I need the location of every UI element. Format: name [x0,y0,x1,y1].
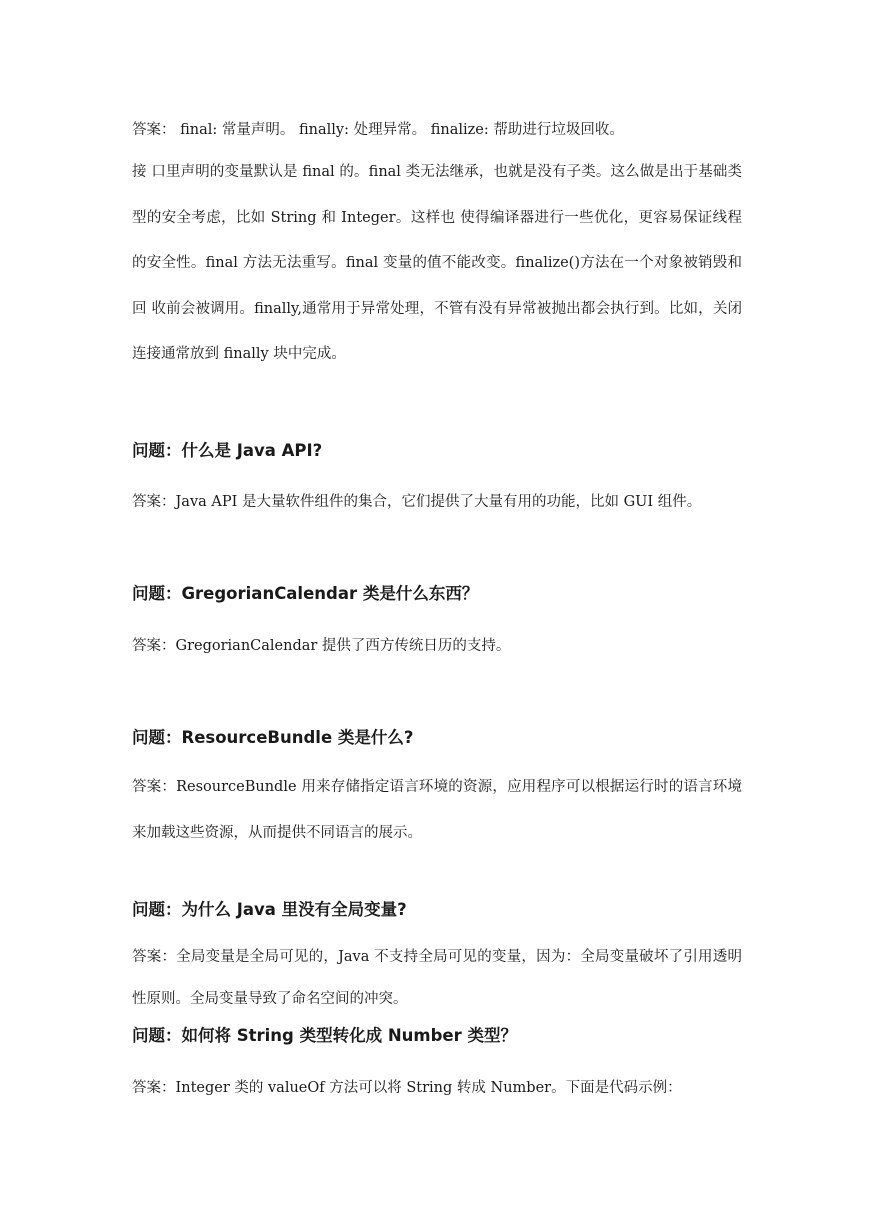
question-gregorian-calendar: 问题：GregorianCalendar 类是什么东西？ [132,584,479,603]
question-global-variables: 问题：为什么 Java 里没有全局变量? [132,900,407,919]
answer-gregorian-calendar: 答案：GregorianCalendar 提供了西方传统日历的支持。 [132,638,511,654]
question-resource-bundle: 问题：ResourceBundle 类是什么? [132,728,414,747]
answer-string-to-number: 答案：Integer 类的 valueOf 方法可以将 String 转成 Number。下面是代码示例： [132,1080,682,1096]
answer-java-api: 答案：Java API 是大量软件组件的集合，它们提供了大量有用的功能，比如 GUI 组件。 [132,494,702,510]
final-explanation-paragraph: 接 口里声明的变量默认是 final 的。final 类无法继承，也就是没有子类。这么做是出于基础类型的安全考虑，比如 String 和 Integer。这样也 使得编译器进行一些优化，更容易保证线程的安全性。final 方法无法重写。final 变量的值不能改变。finalize()方法在一个对象被销毁和回 收前会被调用。finally,通常用于异常处理，不管有没有异常被抛出都会执行到。比如，关闭连接通常放到 finally 块中完成。 [132,164,742,363]
question-string-to-number: 问题：如何将 String 类型转化成 Number 类型？ [132,1026,517,1045]
question-java-api: 问题：什么是 Java API? [132,441,323,460]
answer-global-variables: 答案：全局变量是全局可见的，Java 不支持全局可见的变量，因为：全局变量破坏了引用透明性原则。全局变量导致了命名空间的冲突。 [132,949,742,1007]
answer-final-keywords: 答案： final: 常量声明。 finally: 处理异常。 finalize: 帮助进行垃圾回收。 [132,122,624,138]
answer-resource-bundle: 答案：ResourceBundle 用来存储指定语言环境的资源，应用程序可以根据运行时的语言环境来加载这些资源，从而提供不同语言的展示。 [132,779,742,841]
